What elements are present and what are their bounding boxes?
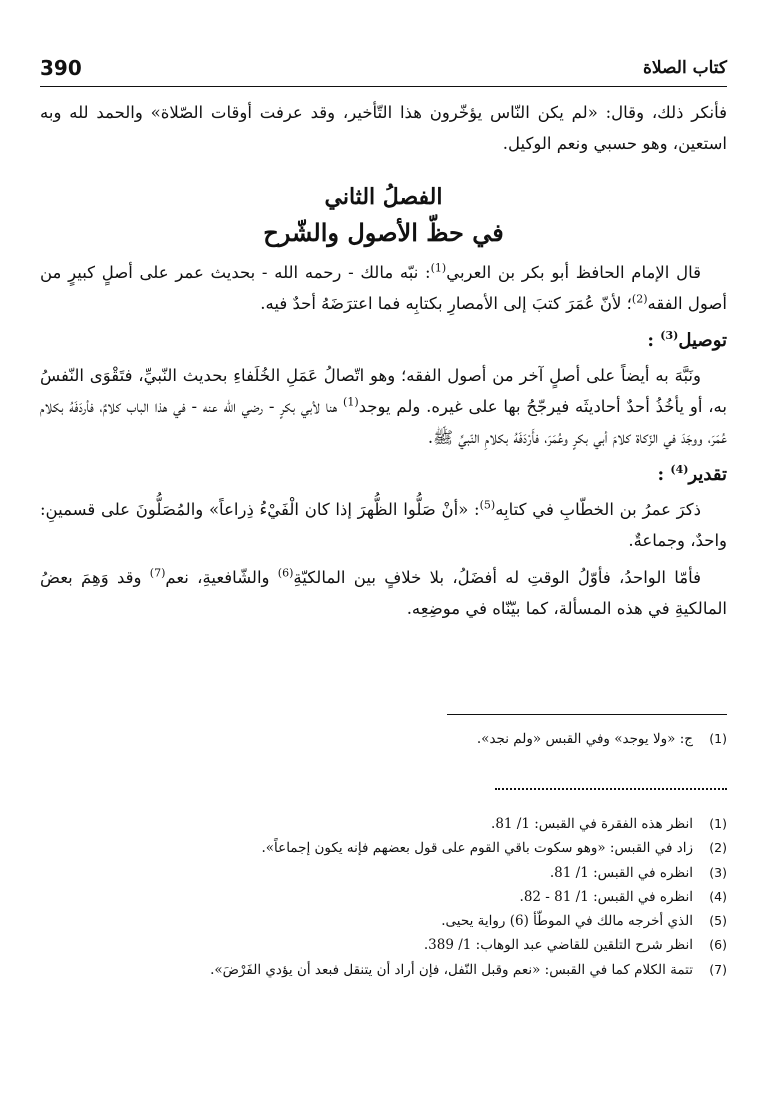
chapter-title-line-1: الفصلُ الثاني (324, 184, 443, 210)
page-number: 390 (40, 56, 82, 80)
footnote-text: زاد في القبس: «وهو سكوت باقي القوم على قول بعضهم فإنه يكون إجماعاً». (261, 840, 693, 857)
footnote-text: الذي أخرجه مالك في الموطّأ (6) رواية يحيى. (441, 913, 693, 930)
chapter-heading (40, 179, 727, 251)
footnote-ref-4: (4) (670, 463, 689, 476)
footnote-item (40, 885, 727, 909)
footnote-separator (447, 714, 727, 715)
paragraph-1: فأنكر ذلك، وقال: «لم يكن النّاس يؤخّرون هذا التّأخير، وقد عرفت أوقات الصّلاة» والحمد لله وبه استعين، وهو حسبي ونعم الوكيل. (40, 103, 727, 153)
section-heading-tawsil: توصيل$^{(3)}$ : (647, 329, 727, 351)
chapter-title-line-2: في حظّ الأصول والشّرح (263, 218, 504, 247)
paragraph-3-text-a: ونَبَّهَ به أيضاً على أصلٍ آخر من أصول الفقه؛ وهو اتّصالُ عَمَلِ الخُلَفاءِ بحديث النّبيِّ، فتَقْوَى النّفسُ به، أو يأخُذُ أحدٌ أحاديثَه فيرجّحُ بها على غيره. ولم يوجد (40, 366, 727, 416)
footnote-number: (4) (709, 888, 727, 904)
footnote-item (40, 861, 727, 885)
footnote-number: (1) (709, 816, 727, 831)
running-title: كتاب الصلاة (642, 58, 727, 78)
paragraph-2 (40, 257, 727, 319)
section-heading-tawsil-text: توصيل (678, 330, 727, 351)
footnote-text: انظره في القبس: 1/ 81. (549, 864, 693, 881)
paragraph-5 (40, 562, 727, 624)
section-heading-taqdir: تقدير$^{(4)}$ : (657, 463, 727, 485)
paragraph-3-text-b: هنا لأبي بكرٍ - رضي الله عنه - في هذا الباب كلامٌ، فأردَفَهُ بكلام عُمَرَ، ووجَدَ في الزّكاة كلامَ أبي بكرٍ وعُمَرَ، فأَرْدَفَهُ بكلامِ النّبيِّ ﷺ. (40, 397, 727, 447)
footnote-item (40, 909, 727, 933)
footnote-item (40, 933, 727, 957)
footnote-text: انظر هذه الفقرة في القبس: 1/ 81. (491, 816, 693, 832)
manuscript-note-ref: (1) (343, 395, 359, 409)
footnote-ref-2: (2) (631, 292, 648, 306)
footnote-number: (3) (709, 864, 727, 880)
dotted-separator (495, 788, 727, 790)
footnote-text: انظره في القبس: 1/ 81 - 82. (519, 888, 693, 905)
manuscript-note-text: ج: «ولا يوجد» وفي القبس «ولم نجد». (476, 731, 693, 747)
paragraph-4-text-b: : «أنْ صَلُّوا الظُّهرَ إذا كان الْفَيْءُ ذِراعاً» والمُصَلُّونَ على قسمينِ: واحدٌ، وجماعةٌ. (40, 500, 727, 550)
paragraph-4-text-a: ذكرَ عمرُ بن الخطّابِ في كتابِه (495, 500, 701, 519)
footnote-ref-3: (3) (660, 329, 679, 342)
footnote-ref-1: (1) (430, 261, 447, 275)
paragraph-5-text-c: وقد وَهِمَ بعضُ المالكيةِ في هذه المسألة، كما بيّنّاه في موضِعِه. (40, 568, 727, 618)
footnote-number: (5) (709, 913, 727, 929)
paragraph-2-text-b: : نبّه مالك - رحمه الله - بحديث عمر على أصلٍ كبيرٍ من أصول الفقه (40, 263, 727, 313)
page-header (40, 56, 727, 87)
main-text (40, 97, 727, 630)
footnotes-list (40, 812, 727, 982)
footnote-ref-5: (5) (479, 498, 496, 512)
footnote-item (40, 812, 727, 836)
footnote-text: تتمة الكلام كما في القبس: «نعم وقبل النّفل، فإن أراد أن يتنقل فبعد أن يؤدي الفَرْضَ». (210, 961, 693, 978)
footnote-number: (7) (709, 961, 727, 977)
footnote-text: انظر شرح التلقين للقاضي عبد الوهاب: 1/ 389. (423, 937, 693, 954)
paragraph-5-text-b: والشّافعيةِ، نعم (165, 568, 278, 587)
paragraph-3 (40, 360, 727, 453)
footnote-ref-6: (6) (277, 566, 294, 580)
footnote-item (40, 958, 727, 982)
section-heading-taqdir-text: تقدير (688, 464, 727, 485)
paragraph-2-text-a: قال الإمام الحافظ أبو بكر بن العربي (446, 263, 701, 282)
footnote-item (40, 836, 727, 860)
manuscript-note (40, 728, 727, 750)
manuscript-note-number: (1) (709, 731, 727, 746)
footnote-ref-7: (7) (149, 566, 166, 580)
paragraph-2-text-c: ؛ لأنّ عُمَرَ كتبَ إلى الأمصارِ بكتابِه فما اعترَضَهُ أحدٌ فيه. (260, 294, 632, 313)
footnote-number: (2) (709, 840, 727, 856)
paragraph-4 (40, 494, 727, 556)
footnote-number: (6) (709, 937, 727, 953)
paragraph-5-text-a: فأمّا الواحدُ، فأوّلُ الوقتِ له أفضَلُ، بلا خلافٍ بين المالكيّةِ (293, 568, 701, 587)
